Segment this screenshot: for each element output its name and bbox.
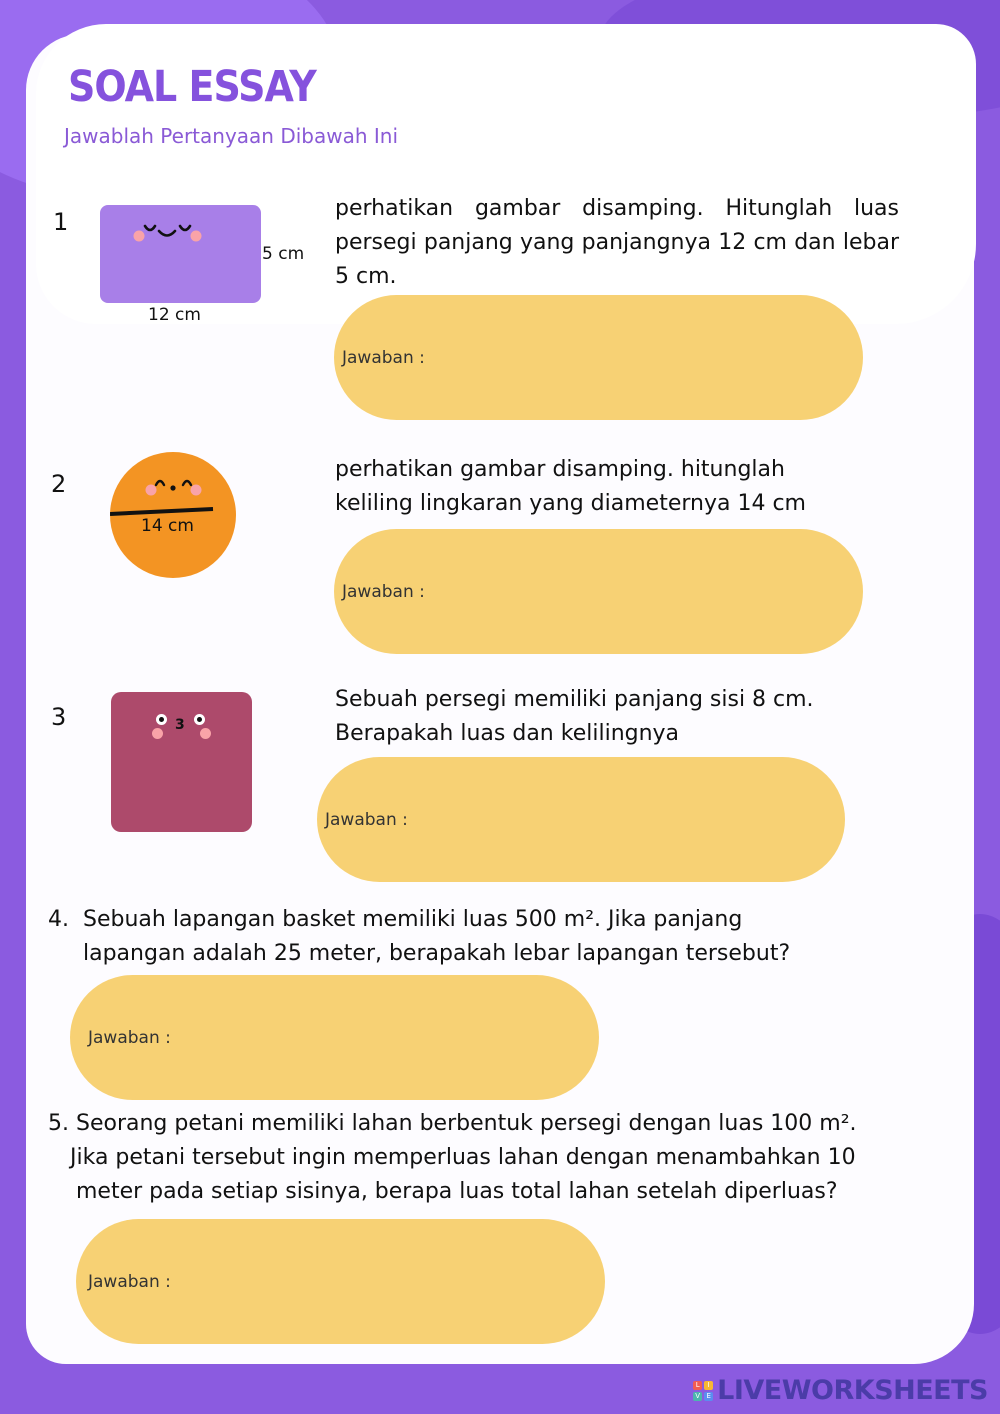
question-1-text: perhatikan gambar disamping. Hitunglah luas persegi panjang yang panjangnya 12 cm dan lebar 5 cm. — [335, 196, 899, 289]
question-5-line: meter pada setiap sisinya, berapa luas total lahan setelah diperluas? — [76, 1179, 838, 1204]
answer-box-4[interactable] — [70, 975, 599, 1100]
logo-mark-tile: E — [704, 1392, 713, 1401]
logo-mark-tile: I — [704, 1381, 713, 1390]
question-5-line — [48, 1107, 948, 1141]
question-3-line: Sebuah persegi memiliki panjang sisi 8 cm. — [335, 687, 814, 712]
answer-box-3[interactable] — [317, 757, 845, 882]
answer-box-2[interactable] — [334, 529, 863, 654]
answer-label: Jawaban : — [88, 1271, 171, 1292]
logo-text: LIVEWORKSHEETS — [717, 1375, 988, 1406]
question-2-line: perhatikan gambar disamping. hitunglah — [335, 457, 785, 482]
question-2-text — [335, 453, 895, 521]
question-5-number: 5. — [48, 1111, 69, 1136]
smile-face-icon — [100, 205, 261, 303]
liveworksheets-logo-mark — [693, 1381, 713, 1401]
question-4-line — [48, 903, 908, 937]
rectangle-shape — [100, 205, 261, 303]
question-1-number: 1 — [53, 208, 69, 236]
answer-box-5[interactable] — [76, 1219, 605, 1344]
sleepy-face-icon — [110, 452, 236, 578]
circle-shape — [110, 452, 236, 578]
question-5-line: Jika petani tersebut ingin memperluas lahan dengan menambahkan 10 — [70, 1145, 856, 1170]
question-3-number: 3 — [51, 703, 67, 731]
rectangle-height-label: 5 cm — [262, 244, 305, 264]
question-2-number: 2 — [51, 470, 67, 498]
answer-box-1[interactable] — [334, 295, 863, 420]
question-4-line: lapangan adalah 25 meter, berapakah lebar lapangan tersebut? — [83, 941, 791, 966]
logo-mark-tile: L — [693, 1381, 702, 1390]
answer-label: Jawaban : — [342, 581, 425, 602]
question-4-number: 4. — [48, 907, 69, 932]
blush-icon — [200, 728, 211, 739]
eye-icon — [194, 714, 205, 725]
eye-icon — [156, 714, 167, 725]
page-subtitle: Jawablah Pertanyaan Dibawah Ini — [64, 124, 399, 148]
question-2-line: keliling lingkaran yang diameternya 14 cm — [335, 491, 806, 516]
answer-label: Jawaban : — [325, 809, 408, 830]
liveworksheets-logo[interactable] — [693, 1375, 988, 1406]
rectangle-width-label: 12 cm — [148, 305, 201, 325]
square-shape — [111, 692, 252, 832]
logo-mark-tile: V — [693, 1392, 702, 1401]
blush-icon — [152, 728, 163, 739]
answer-label: Jawaban : — [88, 1027, 171, 1048]
question-5-text — [48, 1107, 948, 1209]
answer-label: Jawaban : — [342, 347, 425, 368]
question-4-text — [48, 903, 908, 971]
kiss-mouth-icon: 3 — [175, 717, 185, 733]
page-title: SOAL ESSAY — [68, 62, 316, 112]
question-5-line-text: Seorang petani memiliki lahan berbentuk persegi dengan luas 100 m². — [76, 1111, 857, 1136]
question-3-text — [335, 683, 895, 751]
circle-diameter-label: 14 cm — [141, 516, 194, 536]
question-4-line-text: Sebuah lapangan basket memiliki luas 500 m². Jika panjang — [83, 907, 743, 932]
question-3-line: Berapakah luas dan kelilingnya — [335, 721, 680, 746]
